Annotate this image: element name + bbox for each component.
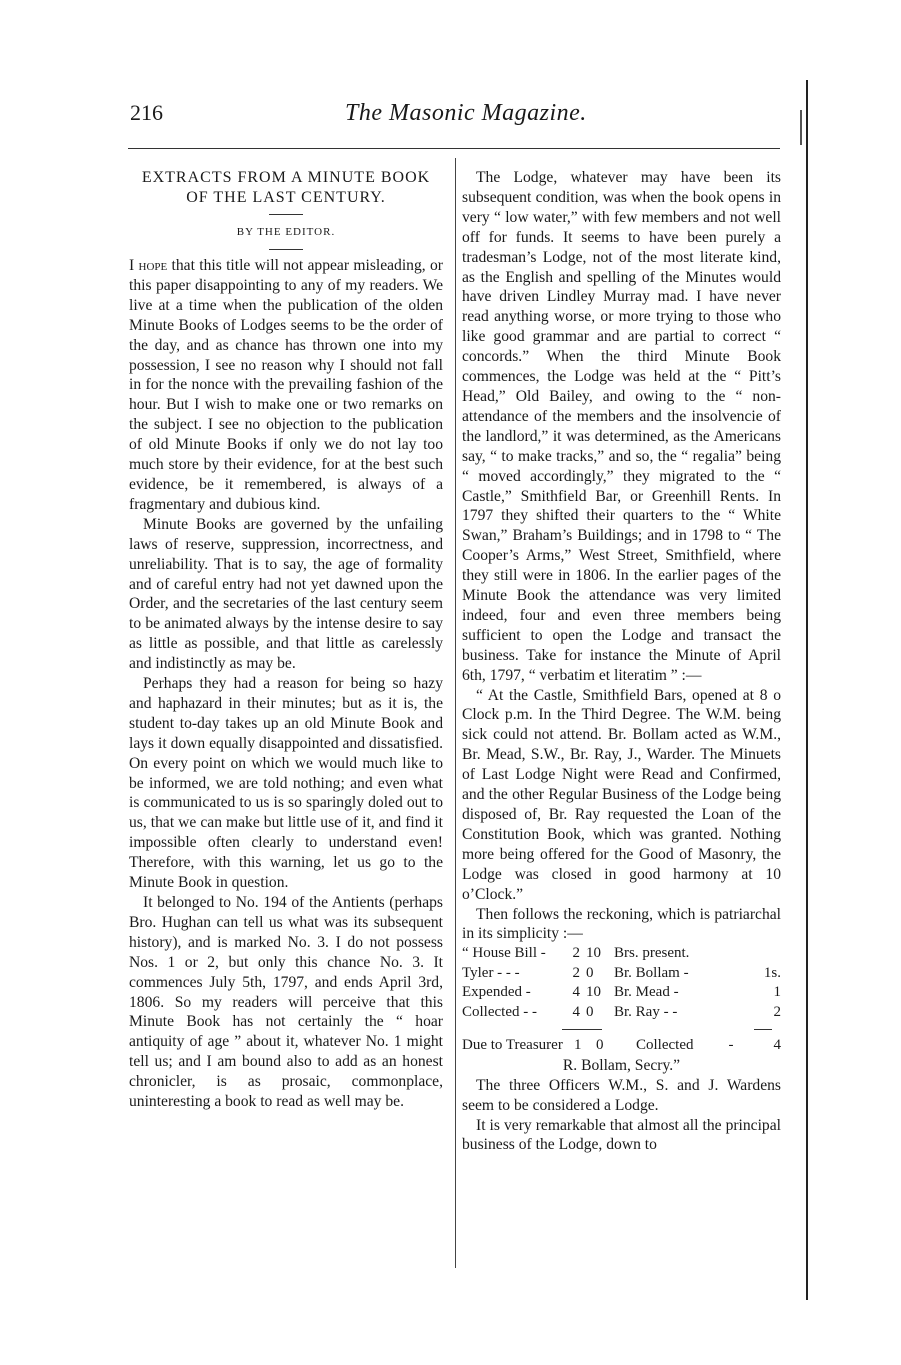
paragraph-4: It belonged to No. 194 of the Antients (perhaps Bro. Hughan can tell us what was its subsequent history), and is marked No. 3. I do not possess Nos. 1 or 2, but only this chance No. 3. It commences July 5th, 1797, and ends April 3rd, 1806. So my readers will perceive that this Minute Book has not certainly the “ hoar antiquity of age ” about it, whatever No. 1 might tell us; and I am bound also to add as an honest chronicler, is as prosaic, commonplace, uninteresting a book to read as well may be. (129, 894, 443, 1111)
page-number: 216 (130, 100, 163, 125)
due-label: Due to Treasurer (462, 1037, 563, 1054)
member-name: Br. Bollam - (614, 964, 689, 981)
member-name: Br. Ray - - (614, 1003, 678, 1020)
left-column (129, 168, 443, 1112)
account-shillings: 2 (572, 964, 580, 981)
sum-rules (462, 1022, 781, 1036)
opening-words: I hope (129, 257, 168, 274)
byline-rule (269, 249, 303, 250)
member-name: Brs. present. (614, 945, 690, 962)
account-pence: 0 (586, 1003, 594, 1020)
column-divider (455, 158, 456, 1268)
paragraph-2: Minute Books are governed by the unfailing laws of reserve, suppression, incorrectness, and unreliability. That is to say, the age of formality and of careful entry had not yet dawned upon the Order, and the secretaries of the last century seem to be animated always by the intense desire to say as little as possible, and that little as carelessly and indistinctly as may be. (129, 515, 443, 673)
sum-rule-left (562, 1029, 602, 1030)
account-item: Collected - - (462, 1003, 537, 1020)
running-title: The Masonic Magazine. (345, 100, 587, 126)
table-row (462, 983, 781, 1003)
margin-mark (800, 110, 802, 145)
account-shillings: 2 (572, 945, 580, 962)
account-pence: 0 (586, 964, 594, 981)
byline: BY THE EDITOR. (236, 226, 336, 238)
paragraph-7: Then follows the reckoning, which is patriarchal in its simplicity :— (462, 905, 781, 943)
due-dash: - (728, 1037, 734, 1054)
due-pence: 0 (596, 1037, 604, 1054)
member-amount: 1 (773, 984, 781, 1001)
paragraph-8: The three Officers W.M., S. and J. Wardens seem to be considered a Lodge. (462, 1076, 781, 1114)
member-amount: 2 (773, 1003, 781, 1020)
due-row (462, 1036, 781, 1056)
table-row (462, 964, 781, 984)
account-item: Expended - (462, 984, 531, 1001)
due-shillings: 1 (574, 1037, 582, 1054)
right-column (462, 168, 781, 1155)
reckoning-table (462, 944, 781, 1022)
table-row (462, 944, 781, 964)
paragraph-3: Perhaps they had a reason for being so hazy and haphazard in their minutes; but as it is, the student to-day takes up an old Minute Book and lays it down equally disappointed and dissatisfied. On every point on which we would much like to be informed, we are told nothing; and even what is communicated to us is so sparingly doled out to us, that we can make but little use of it, and find it impossible often clearly to understand even! Therefore, with this warning, let us go to the Minute Book in question. (129, 675, 443, 892)
due-row-table (462, 1036, 781, 1056)
account-pence: 10 (586, 984, 601, 1001)
table-row (462, 1003, 781, 1023)
member-amount: 1s. (763, 964, 781, 981)
paragraph-1 (129, 256, 443, 515)
account-item: “ House Bill - (462, 945, 546, 962)
account-shillings: 4 (572, 984, 580, 1001)
member-name: Br. Mead - (614, 984, 679, 1001)
account-pence: 10 (586, 945, 601, 962)
paragraph-6: “ At the Castle, Smithfield Bars, opened at 8 o Clock p.m. In the Third Degree. The W.M. being sick could not attend. Br. Bollam acted as W.M., Br. Mead, S.W., Br. Ray, J., Warder. The Minuets of Last Lodge Night were Read and Confirmed, and the other Regular Business of the Lodge being disposed of, Br. Ray requested the Loan of the Constitution Book, which was granted. Nothing more being offered for the Good of Masonry, the Lodge was closed in good harmony at 10 o’Clock.” (462, 686, 781, 903)
member-amount (734, 944, 781, 964)
paragraph-9: It is very remarkable that almost all the principal business of the Lodge, down to (462, 1116, 781, 1154)
secretary-signoff: R. Bollam, Secry.” (562, 1056, 681, 1074)
account-item: Tyler - - - (462, 964, 520, 981)
paragraph-1-text: that this title will not appear misleading, or this paper disappointing to any of my readers. We live at a time when the publication of the olden Minute Books of Lodges seems to be the order of the day, and as chance has thrown one into my possession, I see no reason why I should not fall in for the nonce with the prevailing fashion of the hour. But I wish to make one or two remarks on the subject. I see no objection to the publication of old Minute Books if only we do not lay too much store by their evidence, for at the best such evidence, be it remembered, is always of a fragmentary and dubious kind. (129, 257, 443, 513)
paragraph-5: The Lodge, whatever may have been its subsequent condition, was when the book opens in very “ low water,” with few members and not well off for funds. It seems to have been purely a tradesman’s Lodge, not of the most literate kind, as the English and spelling of the Minutes would have driven Lindley Murray mad. I have never read anything worse, or more trying to those who like good grammar and are partial to correct “ concords.” When the third Minute Book commences, the Lodge was held at the “ Pitt’s Head,” Old Bailey, and owing to the “ non-attendance of the members and the insolvencie of the landlord,” it was determined, as the Americans say, “ to make tracks,” and so, the “ regalia” being “ moved accordingly,” they migrated to the “ Castle,” Smithfield Bar, or Greenhill Rents. In 1797 they shifted their quarters to the “ White Swan,” Braham’s Buildings; and in 1798 to “ The Cooper’s Arms,” West Street, Smithfield, where they still were in 1806. In the earlier pages of the Minute Book the attendance was very limited indeed, four and even three members being sufficient to open the Lodge and transact the business. Take for instance the Minute of April 6th, 1797, “ verbatim et literatim ” :— (462, 169, 781, 684)
title-rule (269, 214, 303, 215)
sum-rule-right (754, 1029, 772, 1030)
header-rule (128, 148, 780, 149)
article-title-line-2: OF THE LAST CENTURY. (186, 189, 386, 206)
due-collected-amount: 4 (773, 1037, 781, 1054)
due-collected-label: Collected (636, 1037, 694, 1054)
article-title-line-1: EXTRACTS FROM A MINUTE BOOK (141, 169, 431, 186)
account-shillings: 4 (572, 1003, 580, 1020)
page-edge-bar (806, 80, 808, 1300)
